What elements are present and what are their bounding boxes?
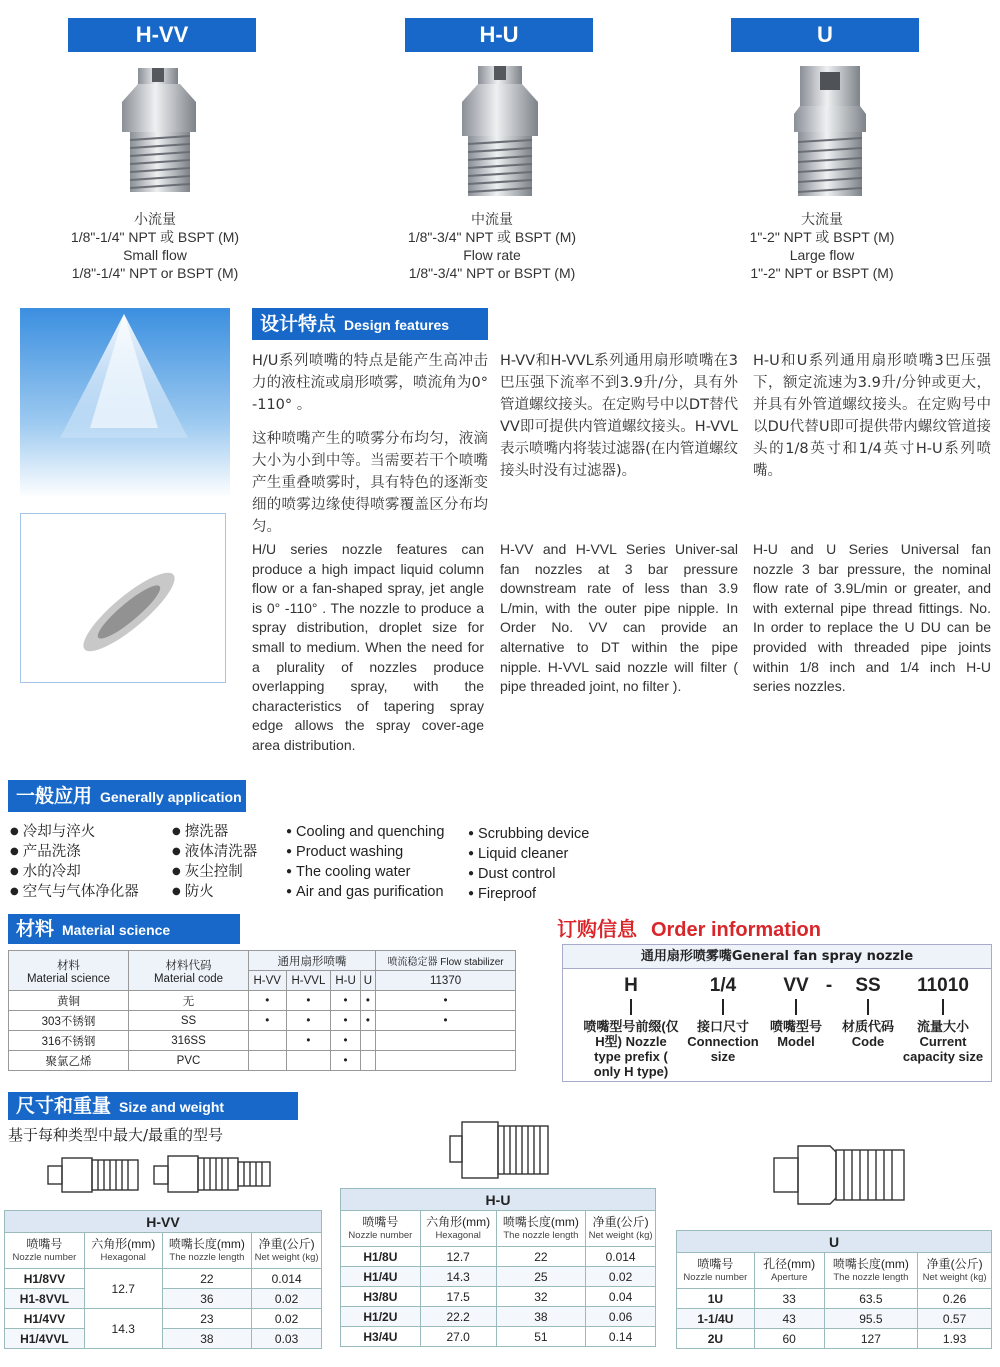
table-row: 1-1/4U 43 95.5 0.57 bbox=[677, 1309, 992, 1329]
table-row: H1/2U 22.2 38 0.06 bbox=[341, 1307, 656, 1327]
table-row: H1/4VVL 38 0.03 bbox=[5, 1329, 322, 1349]
table-row: 303不锈钢 SS • • • • • bbox=[9, 1011, 516, 1031]
order-code-prefix: H 喷嘴型号前缀(仅H型) Nozzle type prefix ( only H type) bbox=[583, 975, 679, 1079]
hu-size-table: H-U 喷嘴号 Nozzle number 六角形(mm) Hexagonal 喷嘴长度(mm) The nozzle length 净重(公斤) Net weight (kg) H1/8U 12.7 22 0.014 H1/4U 14.3 25 0.02 H3/8U 17.5 32 0.04 H1/2U 22.2 38 0.06 H3/4U 27.0 51 0.14 bbox=[340, 1188, 656, 1347]
table-row: 黄铜 无 • • • • • bbox=[9, 991, 516, 1011]
table-row: 1U 33 63.5 0.26 bbox=[677, 1289, 992, 1309]
group-header: 通用扇形喷嘴 bbox=[249, 951, 376, 971]
product-desc-hvv: 小流量 1/8"-1/4" NPT 或 BSPT (M) Small flow 1/8"-1/4" NPT or BSPT (M) bbox=[70, 211, 240, 281]
hvv-size-table: H-VV 喷嘴号 Nozzle number 六角形(mm) Hexagonal 喷嘴长度(mm) The nozzle length 净重(公斤) Net weight (kg) H1/8VV 12.7 22 0.014 H1-8VVL 36 0.02 H1/4VV 14.3 23 0.02 H1/4VVL 38 0.03 bbox=[4, 1210, 322, 1349]
sub-header: H-VV bbox=[249, 971, 287, 991]
design-col1-en: H/U series nozzle features can produce a high impact liquid column flow or a fan-shaped spray, jet angle is 0° -110° . The nozzle to produce a spray distribution, droplet size for small to medium. When the need for a plurality of nozzles produce overlapping spray, with the characteristics of tapering spray edge allows the spray cover-age area distribution. bbox=[252, 541, 484, 753]
design-features-heading: 设计特点 Design features bbox=[252, 308, 488, 340]
table-title: H-VV bbox=[5, 1211, 322, 1233]
product-title-hvv: H-VV bbox=[68, 18, 256, 52]
order-info-box bbox=[562, 944, 992, 1082]
spray-pattern-image bbox=[20, 513, 226, 683]
u-drawing bbox=[770, 1138, 910, 1210]
order-code-material: SS 材质代码 Code bbox=[841, 975, 894, 1049]
product-desc-hu: 中流量 1/8"-3/4" NPT 或 BSPT (M) Flow rate 1/8"-3/4" NPT or BSPT (M) bbox=[407, 211, 577, 281]
sub-header: U bbox=[360, 971, 375, 991]
hvvl-drawing bbox=[150, 1148, 275, 1200]
table-title: H-U bbox=[341, 1189, 656, 1211]
size-weight-heading: 尺寸和重量 Size and weight bbox=[8, 1092, 298, 1120]
application-list-en-2: ● Scrubbing device ● Liquid cleaner ● Dust control ● Fireproof bbox=[468, 824, 589, 904]
stabilizer-header: 喷流稳定器 Flow stabilizer bbox=[376, 951, 516, 971]
material-heading: 材料 Material science bbox=[8, 914, 240, 944]
order-code-size: 1/4 接口尺寸 Connection size bbox=[687, 975, 759, 1064]
application-list-cn-2: ● 擦洗器 ● 液体清洗器 ● 灰尘控制 ● 防火 bbox=[172, 822, 257, 902]
table-row: H1/8VV 12.7 22 0.014 bbox=[5, 1269, 322, 1289]
application-list-cn-1: ● 冷却与淬火 ● 产品洗涤 ● 水的冷却 ● 空气与气体净化器 bbox=[10, 822, 139, 902]
spray-fan-image bbox=[20, 308, 230, 498]
sub-header: H-U bbox=[331, 971, 360, 991]
table-row: H1/4VV 14.3 23 0.02 bbox=[5, 1309, 322, 1329]
material-col-header: 材料 Material science bbox=[9, 951, 129, 991]
design-col1-cn-a: H/U系列喷嘴的特点是能产生高冲击力的液柱流或扇形喷雾，喷流角为0° -110° 。 bbox=[252, 353, 488, 413]
hu-drawing bbox=[446, 1118, 552, 1182]
nozzle-hu-image bbox=[440, 62, 560, 202]
table-row: H1-8VVL 36 0.02 bbox=[5, 1289, 322, 1309]
table-row: H3/4U 27.0 51 0.14 bbox=[341, 1327, 656, 1347]
material-table bbox=[8, 950, 516, 1071]
product-title-hu: H-U bbox=[405, 18, 593, 52]
order-heading: 订购信息 Order information bbox=[557, 917, 821, 941]
order-code-capacity: 11010 流量大小 Current capacity size bbox=[902, 975, 984, 1064]
order-table-title: 通用扇形喷雾嘴General fan spray nozzle bbox=[563, 945, 991, 969]
design-col3-en: H-U and U Series Universal fan nozzle 3 bar pressure, the nominal flow rate of 3.9L/min or greater, and with external pipe thread fittings. No. In order to replace the U DU can be provided with threaded pipe joints within 1/8 inch and 1/4 inch H-U series nozzles. bbox=[753, 541, 991, 695]
hvv-drawing bbox=[44, 1150, 144, 1200]
table-row: H1/8U 12.7 22 0.014 bbox=[341, 1247, 656, 1267]
design-col1-cn-b: 这种喷嘴产生的喷雾分布均匀，液滴大小为小到中等。当需要若干个喷嘴产生重叠喷雾时，具有特色的逐渐变细的喷雾边缘使得喷雾覆盖区分布均匀。 bbox=[252, 431, 488, 535]
design-col2-en: H-VV and H-VVL Series Univer-sal fan nozzles at 3 bar pressure downstream rate of less than 3.9 L/min, with the outer pipe nipple. In Order No. VV can provide an alternative to DT within the pipe nipple. H-VVL said nozzle will filter ( pipe threaded joint, no filter ). bbox=[500, 541, 738, 695]
code-col-header: 材料代码 Material code bbox=[129, 951, 249, 991]
size-note: 基于每种类型中最大/最重的型号 bbox=[8, 1126, 224, 1144]
u-size-table: U 喷嘴号 Nozzle number 孔径(mm) Aperture 喷嘴长度(mm) The nozzle length 净重(公斤) Net weight (kg) 1U 33 63.5 0.26 1-1/4U 43 95.5 0.57 2U 60 127 1.93 bbox=[676, 1230, 992, 1349]
sub-header: 11370 bbox=[376, 971, 516, 991]
table-row: H1/4U 14.3 25 0.02 bbox=[341, 1267, 656, 1287]
design-col3-cn: H-U和U系列通用扇形喷嘴3巴压强下，额定流速为3.9升/分钟或更大，并具有外管道螺纹接头。在定购号中以DU代替U即可提供带内螺纹管道接头的1/8英寸和1/4英寸H-U系列喷嘴。 bbox=[753, 353, 991, 479]
nozzle-hvv-image bbox=[100, 62, 220, 202]
table-title: U bbox=[677, 1231, 992, 1253]
nozzle-u-image bbox=[770, 62, 890, 202]
product-desc-u: 大流量 1"-2" NPT 或 BSPT (M) Large flow 1"-2" NPT or BSPT (M) bbox=[749, 211, 895, 281]
order-code-model: VV 喷嘴型号 Model bbox=[769, 975, 822, 1049]
table-row: 316不锈钢 316SS • • bbox=[9, 1031, 516, 1051]
table-row: H3/8U 17.5 32 0.04 bbox=[341, 1287, 656, 1307]
table-row: 2U 60 127 1.93 bbox=[677, 1329, 992, 1349]
sub-header: H-VVL bbox=[286, 971, 331, 991]
product-title-u: U bbox=[731, 18, 919, 52]
design-col2-cn: H-VV和H-VVL系列通用扇形喷嘴在3巴压强下流率不到3.9升/分，具有外管道螺纹接头。在定购号中以DT替代VV即可提供内管道螺纹接头。H-VVL表示喷嘴内将装过滤器(在内管道螺纹接头时没有过滤器)。 bbox=[500, 353, 738, 479]
application-heading: 一般应用 Generally application bbox=[8, 780, 246, 812]
table-row: 聚氯乙烯 PVC • bbox=[9, 1051, 516, 1071]
application-list-en-1: ● Cooling and quenching ● Product washing ● The cooling water ● Air and gas purification bbox=[286, 822, 444, 902]
order-code-dash: - bbox=[825, 975, 833, 996]
